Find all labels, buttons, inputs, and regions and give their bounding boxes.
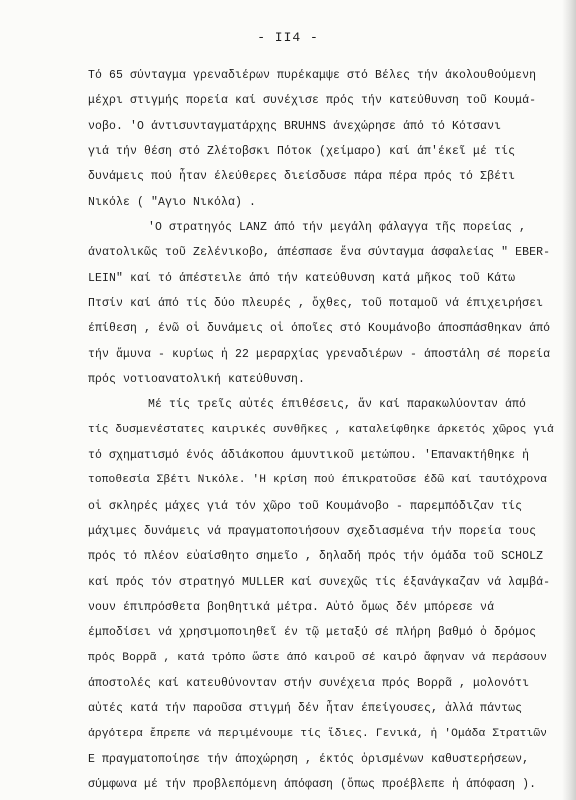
text-line: Ε πραγματοποίησε τήν άποχώρηση , έκτός ὁρισμένων καθυστερήσεων, [88, 753, 530, 766]
text-line: αὐτές κατά τήν παροῦσα στιγμή δέν ἦταν έπείγουσες, ἀλλά πάντως [88, 702, 523, 715]
text-line: άνατολικῶς τοῦ Ζελένικοβο, άπέσπασε ἕνα σύνταγμα άσφαλείας " EBER- [88, 246, 551, 259]
text-line: μάχιμες δυνάμεις νά πραγματοποιήσουν σχεδιασμένα τήν πορεία τους [88, 525, 537, 538]
text-line: νουν έπιπρόσθετα βοηθητικά μέτρα. Αὐτό ὅμως δέν μπόρεσε νά [88, 601, 495, 614]
text-line: έπίθεση , ένῶ οἱ δυνάμεις οἱ όποῖες στό Κουμάνοβο άποσπάσθηκαν άπό [88, 322, 551, 335]
text-line: τήν ἄμυνα - κυρίως ἡ 22 μεραρχίας γρεναδιέρων - άποστάλη σέ πορεία [88, 348, 551, 361]
text-line: τό σχηματισμό ένός άδιάκοπου άμυντικοῦ μετώπου. 'Επανακτήθηκε ἡ [88, 449, 530, 462]
text-line: δυνάμεις πού ἦταν έλεύθερες διείσδυσε πάρα πέρα πρός τό Σβέτι [88, 170, 516, 183]
text-line: έμποδίσει νά χρησιμοποιηθεῖ έν τῷ μεταξύ σέ πλήρη βαθμό ὁ δρόμος [88, 626, 537, 639]
text-line: Τό 65 σύνταγμα γρεναδιέρων πυρέκαμψε στό Βέλες τήν άκολουθούμενη [88, 69, 537, 82]
text-line: οἱ σκληρές μάχες γιά τόν χῶρο τοῦ Κουμάνοβο - παρεμπόδιζαν τίς [88, 500, 523, 513]
page-edge-shadow [562, 0, 576, 800]
text-line: σύμφωνα μέ τήν προβλεπόμενη άπόφαση (ὅπως προέβλεπε ἡ άπόφαση ). [88, 778, 537, 791]
text-line: μέχρι στιγμής πορεία καί συνέχισε πρός τήν κατεύθυνση τοῦ Κουμά- [88, 94, 537, 107]
text-line: πρός νοτιοανατολική κατεύθυνση. [88, 373, 306, 386]
text-line: Μέ τίς τρεῖς αὐτές έπιθέσεις, ἄν καί παρακωλύονταν άπό [148, 398, 527, 411]
text-line: πρός Βορρᾶ , κατά τρόπο ὥστε άπό καιροῦ σέ καιρό ἄφηναν νά περάσουν [88, 652, 548, 664]
text-line: τοποθεσία Σβέτι Νικόλε. 'Η κρίση πού έπικρατοῦσε έδῶ καί ταυτόχρονα [88, 474, 548, 486]
text-line: LEIN" καί τό άπέστειλε άπό τήν κατεύθυνση κατά μῆκος τοῦ Κάτω [88, 272, 516, 285]
text-line: πρός τό πλέον εὐαίσθητο σημεῖο , δηλαδή πρός τήν όμάδα τοῦ SCHOLZ [88, 550, 544, 563]
text-line: άργότερα ἔπρεπε νά περιμένουμε τίς ἴδιες. Γενικά, ἡ 'Ομάδα Στρατιῶν [88, 728, 548, 740]
text-line: νοβο. 'Ο άντισυνταγματάρχης BRUHNS άνεχώρησε άπό τό Κότσανι [88, 120, 502, 133]
text-line: Νικόλε ( "Αγιο Νικόλα) . [88, 196, 257, 209]
text-line: άποστολές καί κατευθύνονταν στήν συνέχεια πρός Βορρᾶ , μολονότι [88, 677, 530, 690]
text-line: τίς δυσμενέστατες καιρικές συνθῆκες , καταλείφθηκε άρκετός χῶρος γιά [88, 424, 554, 436]
text-line: καί πρός τόν στρατηγό MULLER καί συνεχῶς τίς έξανάγκαζαν νά λαμβά- [88, 576, 551, 589]
page-number: - II4 - [257, 30, 319, 45]
text-line: γιά τήν θέση στό Ζλέτοβσκι Πότοκ (χείμαρο) καί άπ'έκεῖ μέ τίς [88, 145, 516, 158]
text-line: 'Ο στρατηγός LANZ άπό τήν μεγάλη φάλαγγα τῆς πορείας , [148, 221, 527, 234]
text-line: Πτσίν καί άπό τίς δύο πλευρές , ὄχθες, τοῦ ποταμοῦ νά έπιχειρήσει [88, 297, 544, 310]
